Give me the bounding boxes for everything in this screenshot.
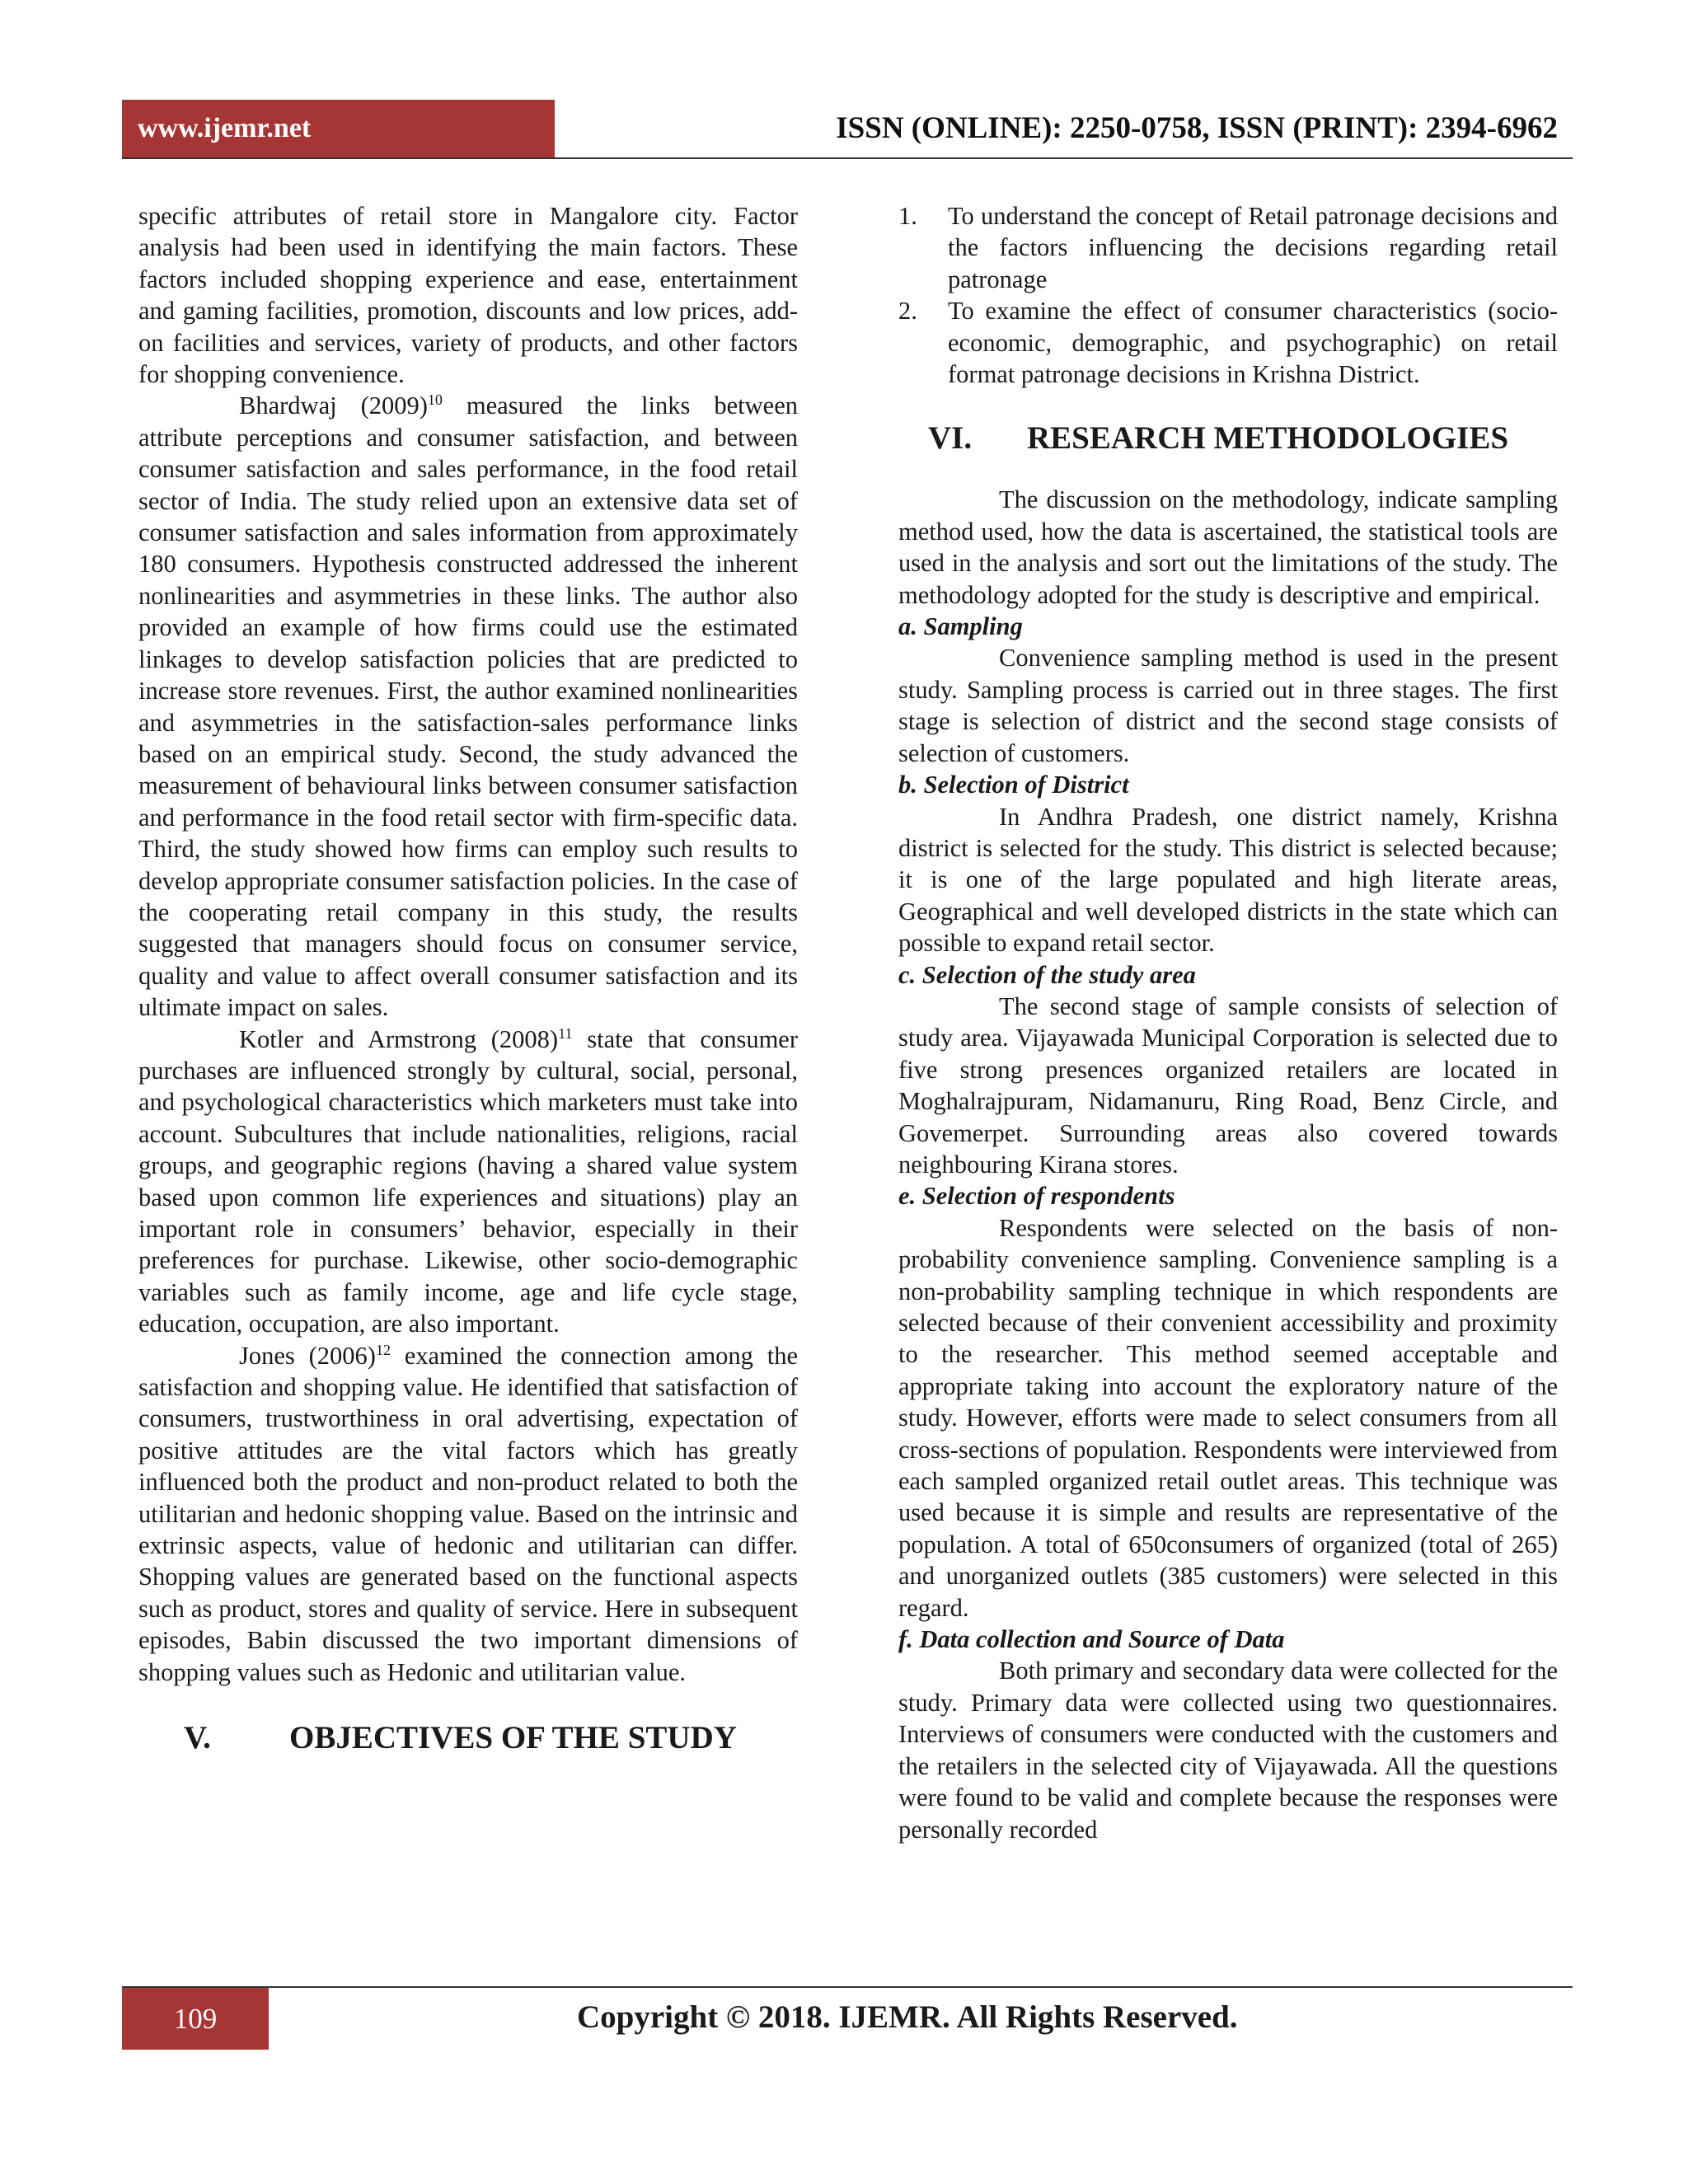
citation-author: Jones (2006) [239,1341,376,1370]
paragraph-respondents: Respondents were selected on the basis of non-probability convenience sampling. Convenience sampling is a non-probability sampling technique in which respondents are selected because of their convenient accessibility and proximity to the researcher. This method seemed acceptable and appropriate taking into account the exploratory nature of the study. However, efforts were made to select consumers from all cross-sections of population. Respondents were interviewed from each sampled organized retail outlet areas. This technique was used because it is simple and results are representative of the population. A total of 650consumers of organized (total of 265) and unorganized outlets (385 customers) were selected in this regard. [898,1213,1558,1622]
methodology-intro: The discussion on the methodology, indicate sampling method used, how the data is ascertained, the statistical tools are used in the analysis and sort out the limitations of the study. The methodology adopted for the study is descriptive and empirical. [898,485,1558,609]
site-url[interactable]: www.ijemr.net [122,100,555,157]
reference-number: 11 [558,1024,573,1042]
paragraph-bhardwaj [138,390,798,1023]
section-title: OBJECTIVES OF THE STUDY [289,1720,737,1756]
section-title: RESEARCH METHODOLOGIES [1027,420,1509,457]
list-item [898,295,1558,390]
citation-author: Kotler and Armstrong (2008) [239,1024,559,1053]
subheading-sampling: a. Sampling [898,612,1023,641]
paragraph-text: state that consumer purchases are influenced strongly by cultural, social, personal, and psychological characteristics which marketers must take into account. Subcultures that include nationalities, religions, racial groups, and geographic regions (having a shared value system based upon common life experiences and situations) play an important role in consumers’ behavior, especially in their preferences for purchase. Likewise, other socio-demographic variables such as family income, age and life cycle stage, education, occupation, are also important. [138,1024,799,1338]
list-number: 1. [898,202,917,230]
paragraph-continued: specific attributes of retail store in Mangalore city. Factor analysis had been used in identifying the main factors. These factors included shopping experience and ease, entertainment and gaming facilities, promotion, discounts and low prices, add-on facilities and services, variety of products, and other factors for shopping convenience. [138,202,798,389]
subheading-data-collection: f. Data collection and Source of Data [898,1625,1285,1654]
reference-number: 10 [427,391,443,409]
subheading-district: b. Selection of District [898,771,1129,799]
list-text: To understand the concept of Retail patronage decisions and the factors influencing the decisions regarding retail patronage [948,202,1558,293]
section-number: VI. [928,420,973,457]
reference-number: 12 [375,1341,391,1358]
copyright-notice: Copyright © 2018. IJEMR. All Rights Reserved. [577,1999,1238,2035]
subheading-respondents: e. Selection of respondents [898,1182,1175,1211]
citation-author: Bhardwaj (2009) [239,391,428,420]
right-column [898,200,1558,1845]
page-number: 109 [122,1988,269,2050]
list-item [898,200,1558,295]
paragraph-data-collection: Both primary and secondary data were collected for the study. Primary data were collected using two questionnaires. Interviews of consumers were conducted with the customers and the retailers in the selected city of Vijayawada. All the questions were found to be valid and complete because the responses were personally recorded [898,1657,1558,1844]
list-number: 2. [898,297,917,326]
footer-divider [122,1986,1573,1988]
paragraph-text: examined the connection among the satisfaction and shopping value. He identified that satisfaction of consumers, trustworthiness in oral advertising, expectation of positive attitudes are the vital factors which has greatly influenced both the product and non-product related to both the utilitarian and hedonic shopping value. Based on the intrinsic and extrinsic aspects, value of hedonic and utilitarian can differ. Shopping values are generated based on the functional aspects such as product, stores and quality of service. Here in subsequent episodes, Babin discussed the two important dimensions of shopping values such as Hedonic and utilitarian value. [138,1341,799,1686]
paragraph-study-area: The second stage of sample consists of selection of study area. Vijayawada Municipal Corporation is selected due to five strong presences organized retailers are located in Moghalrajpuram, Nidamanuru, Ring Road, Benz Circle, and Govemerpet. Surrounding areas also covered towards neighbouring Kirana stores. [898,991,1558,1179]
page-header [122,100,1573,159]
objectives-list [898,200,1558,390]
paragraph-jones [138,1340,798,1688]
section-heading-methodologies [898,421,1558,456]
paragraph-district: In Andhra Pradesh, one district namely, Krishna district is selected for the study. This district is selected because; it is one of the large populated and high literate areas, Geographical and well developed districts in the state which can possible to expand retail sector. [898,802,1558,958]
paragraph-text: measured the links between attribute perceptions and consumer satisfaction, and between consumer satisfaction and sales performance, in the food retail sector of India. The study relied upon an extensive data set of consumer satisfaction and sales information from approximately 180 consumers. Hypothesis constructed addressed the inherent nonlinearities and asymmetries in these links. The author also provided an example of how firms could use the estimated linkages to develop satisfaction policies that are predicted to increase store revenues. First, the author examined nonlinearities and asymmetries in the satisfaction-sales performance links based on an empirical study. Second, the study advanced the measurement of behavioural links between consumer satisfaction and performance in the food retail sector with firm-specific data. Third, the study showed how firms can employ such results to develop appropriate consumer satisfaction policies. In the case of the cooperating retail company in this study, the results suggested that managers should focus on consumer service, quality and value to affect overall consumer satisfaction and its ultimate impact on sales. [138,391,798,1022]
left-column [138,200,798,1755]
issn-label: ISSN (ONLINE): 2250-0758, ISSN (PRINT): 2394-6962 [836,111,1558,145]
list-text: To examine the effect of consumer characteristics (socio-economic, demographic, and psychographic) on retail format patronage decisions in Krishna District. [948,297,1558,389]
paragraph-kotler [138,1024,798,1340]
section-number: V. [184,1720,211,1756]
section-heading-objectives [138,1721,798,1755]
paragraph-sampling: Convenience sampling method is used in the present study. Sampling process is carried out in three stages. The first stage is selection of district and the second stage consists of selection of customers. [898,644,1558,767]
subheading-study-area: c. Selection of the study area [898,960,1196,989]
